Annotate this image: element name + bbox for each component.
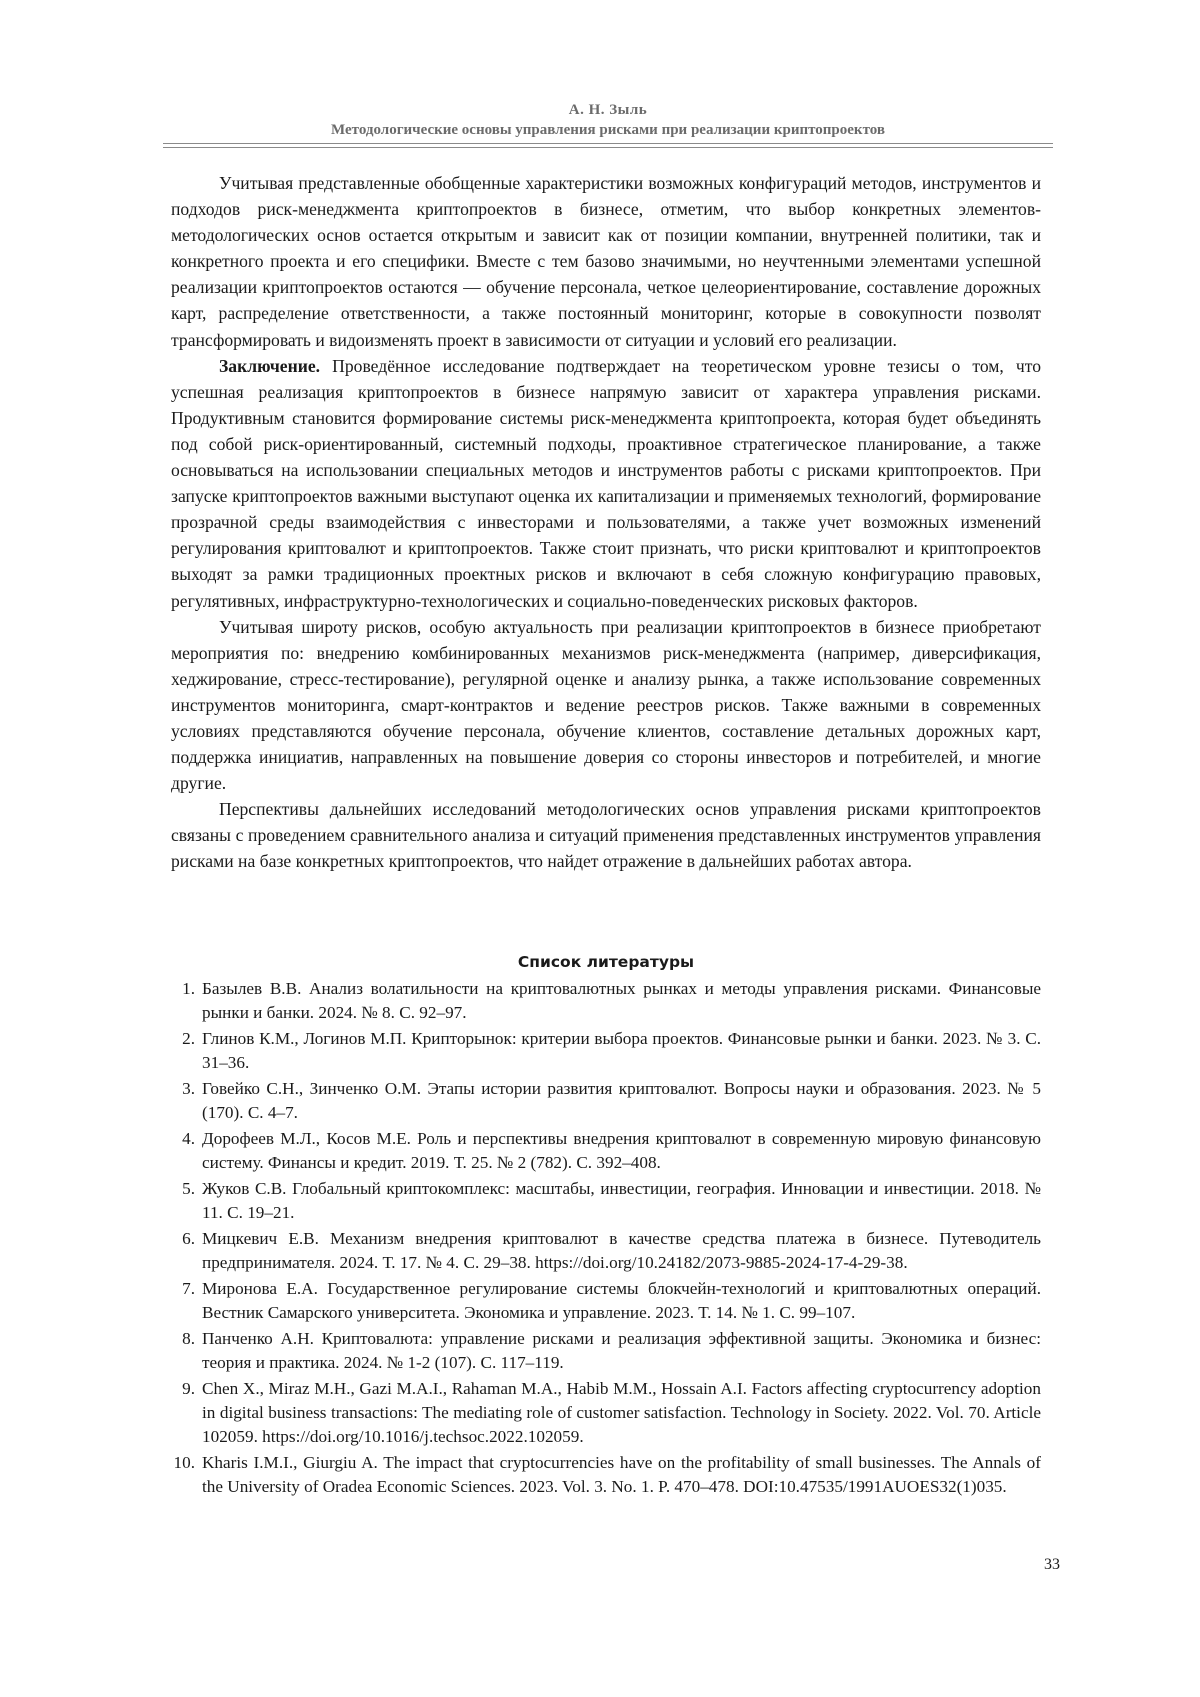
reference-item (171, 1277, 1041, 1325)
paragraph-text: Учитывая широту рисков, особую актуальность при реализации криптопроектов в бизнесе приобретают мероприятия по: внедрению комбинированных механизмов риск-менеджмента (например, диверсификация, хеджирование, стресс-тестирование), регулярной оценке и анализу рынка, а также использование современных инструментов мониторинга, смарт-контрактов и ведение реестров рисков. Также важными в современных условиях представляются обучение персонала, обучение клиентов, составление детальных дорожных карт, поддержка инициатив, направленных на повышение доверия со стороны инвесторов и потребителей, и многие другие. (171, 616, 1041, 794)
paragraph-conclusion (171, 353, 1041, 614)
header-author: А. Н. Зыль (568, 102, 648, 118)
reference-text: Мицкевич Е.В. Механизм внедрения криптовалют в качестве средства платежа в бизнесе. Путеводитель предпринимателя. 2024. Т. 17. № 4. С. 29–38. https://doi.org/10.24182/2073-9885-2024-17-4-29-38. (202, 1229, 1041, 1272)
reference-number: 8. (182, 1329, 195, 1348)
reference-item (171, 1377, 1041, 1449)
reference-number: 5. (182, 1179, 195, 1198)
header-rule-second (163, 147, 1053, 148)
paragraph-text: Проведённое исследование подтверждает на теоретическом уровне тезисы о том, что успешная реализация криптопроектов в бизнесе напрямую зависит от характера управления рисками. Продуктивным становится формирование системы риск-менеджмента криптопроекта, которая будет объединять под собой риск-ориентированный, системный подходы, проактивное стратегическое планирование, а также основываться на использовании специальных методов и инструментов работы с рисками криптопроектов. При запуске криптопроектов важными выступают оценка их капитализации и применяемых технологий, формирование прозрачной среды взаимодействия с инвесторами и пользователями, а также учет возможных изменений регулирования криптовалют и криптопроектов. Также стоит признать, что риски криптовалют и криптопроектов выходят за рамки традиционных проектных рисков и включают в себя сложную конфигурацию правовых, регулятивных, инфраструктурно-технологических и социально-поведенческих рисковых факторов. (171, 355, 1041, 611)
reference-text: Kharis I.M.I., Giurgiu A. The impact that cryptocurrencies have on the profitability of small businesses. The Annals of the University of Oradea Economic Sciences. 2023. Vol. 3. No. 1. P. 470–478. DOI:10.47535/1991AUOES32(1)035. (202, 1453, 1041, 1496)
reference-number: 2. (182, 1029, 195, 1048)
references-heading: Список литературы (517, 953, 695, 971)
reference-text: Панченко А.Н. Криптовалюта: управление рисками и реализация эффективной защиты. Экономика и бизнес: теория и практика. 2024. № 1-2 (107). С. 117–119. (202, 1329, 1041, 1372)
paragraph (171, 170, 1041, 353)
reference-item (171, 1127, 1041, 1175)
reference-item (171, 1451, 1041, 1499)
reference-number: 1. (182, 979, 195, 998)
paragraph-text: Перспективы дальнейших исследований методологических основ управления рисками криптопроектов связаны с проведением сравнительного анализа и ситуаций применения представленных инструментов управления рисками на базе конкретных криптопроектов, что найдет отражение в дальнейших работах автора. (171, 799, 1041, 872)
reference-text: Миронова Е.А. Государственное регулирование системы блокчейн-технологий и криптовалютных операций. Вестник Самарского университета. Экономика и управление. 2023. Т. 14. № 1. С. 99–107. (202, 1279, 1041, 1322)
reference-text: Говейко С.Н., Зинченко О.М. Этапы истории развития криптовалют. Вопросы науки и образования. 2023. № 5 (170). С. 4–7. (202, 1079, 1041, 1122)
reference-number: 10. (173, 1453, 195, 1472)
reference-item (171, 1027, 1041, 1075)
reference-number: 6. (182, 1229, 195, 1248)
reference-item (171, 1077, 1041, 1125)
reference-item (171, 977, 1041, 1025)
header-rule (163, 143, 1053, 144)
reference-number: 9. (182, 1379, 195, 1398)
reference-text: Дорофеев М.Л., Косов М.Е. Роль и перспективы внедрения криптовалют в современную мировую финансовую систему. Финансы и кредит. 2019. Т. 25. № 2 (782). С. 392–408. (202, 1129, 1041, 1172)
reference-item (171, 1227, 1041, 1275)
header-title: Методологические основы управления рисками при реализации криптопроектов (331, 122, 885, 138)
paragraph (171, 796, 1041, 874)
reference-item (171, 1177, 1041, 1225)
reference-text: Базылев В.В. Анализ волатильности на криптовалютных рынках и методы управления рисками. Финансовые рынки и банки. 2024. № 8. С. 92–97. (202, 979, 1041, 1022)
running-head (163, 100, 1053, 140)
reference-text: Chen X., Miraz M.H., Gazi M.A.I., Rahaman M.A., Habib M.M., Hossain A.I. Factors affecting cryptocurrency adoption in digital business transactions: The mediating role of customer satisfaction. Technology in Society. 2022. Vol. 70. Article 102059. https://doi.org/10.1016/j.techsoc.2022.102059. (202, 1379, 1041, 1446)
paragraph-text: Учитывая представленные обобщенные характеристики возможных конфигураций методов, инструментов и подходов риск-менеджмента криптопроектов в бизнесе, отметим, что выбор конкретных элементов-методологических основ остается открытым и зависит как от позиции компании, внутренней политики, так и конкретного проекта и его специфики. Вместе с тем базово значимыми, но неучтенными элементами успешной реализации криптопроектов остаются — обучение персонала, четкое целеориентирование, составление дорожных карт, распределение ответственности, а также постоянный мониторинг, которые в совокупности позволят трансформировать и видоизменять проект в зависимости от ситуации и условий его реализации. (171, 173, 1041, 350)
references-list (171, 977, 1041, 1501)
conclusion-lead: Заключение. (219, 355, 321, 376)
reference-text: Жуков С.В. Глобальный криптокомплекс: масштабы, инвестиции, география. Инновации и инвестиции. 2018. № 11. С. 19–21. (202, 1179, 1041, 1222)
reference-number: 4. (182, 1129, 195, 1148)
reference-number: 3. (182, 1079, 195, 1098)
reference-item (171, 1327, 1041, 1375)
page-number: 33 (1044, 1556, 1060, 1573)
article-body (171, 170, 1041, 875)
reference-text: Глинов К.М., Логинов М.П. Крипторынок: критерии выбора проектов. Финансовые рынки и банки. 2023. № 3. С. 31–36. (202, 1029, 1041, 1072)
reference-number: 7. (182, 1279, 195, 1298)
paragraph (171, 614, 1041, 797)
